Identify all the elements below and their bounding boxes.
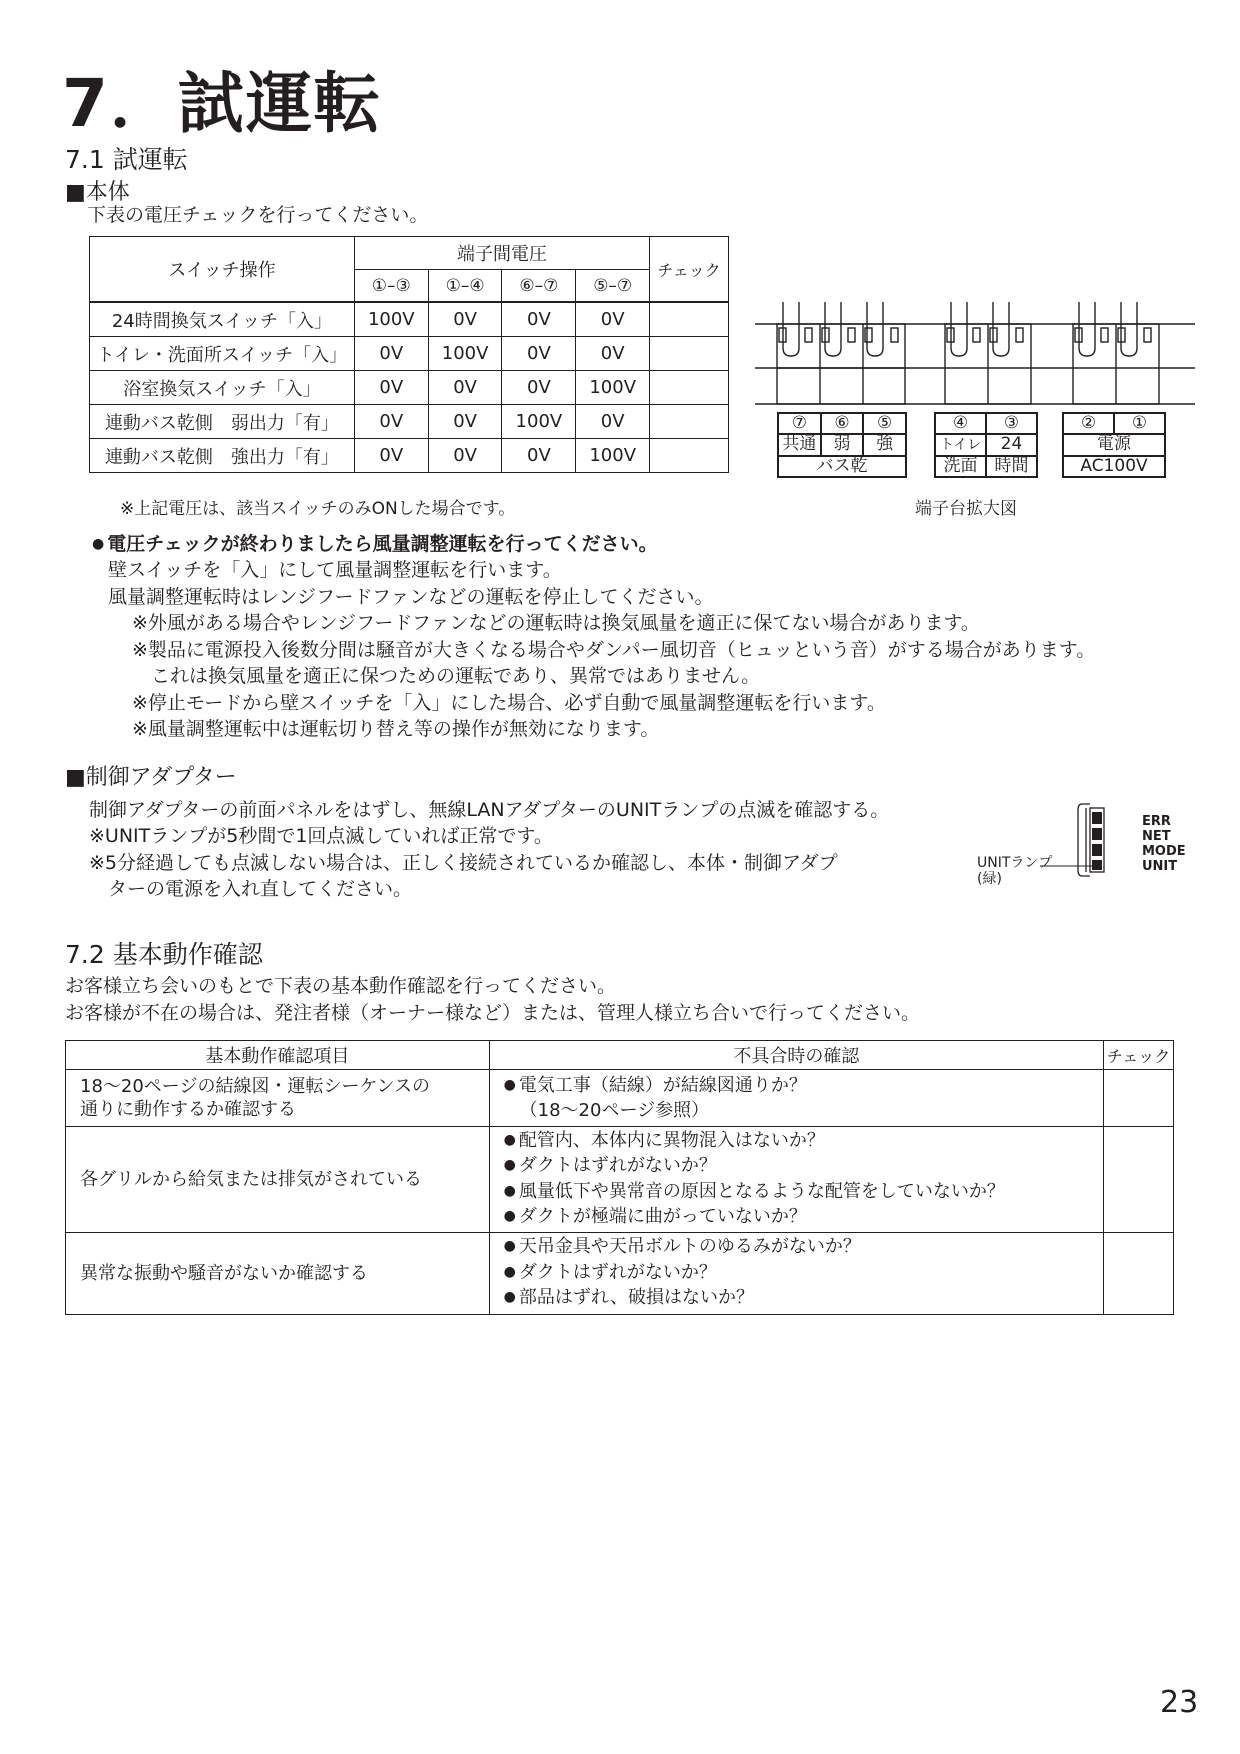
check-cell[interactable] [650, 405, 729, 439]
fault-check-line: ● 天吊金具や天吊ボルトのゆるみがないか？ [504, 1235, 1089, 1261]
voltage-cell: 0V [428, 371, 502, 405]
terminal-block-toilet-24h [934, 412, 1038, 478]
table-row [90, 371, 729, 405]
voltage-cell: 0V [354, 405, 428, 439]
table-row [66, 1127, 1174, 1233]
fault-check-line: ● 部品はずれ、破損はないか？ [504, 1286, 1089, 1312]
check-cell[interactable] [1104, 1127, 1174, 1233]
check-cell[interactable] [1104, 1070, 1174, 1127]
terminal-diagram-caption: 端子台拡大図 [915, 499, 1017, 519]
header-fault-check: 不具合時の確認 [489, 1041, 1103, 1070]
terminal-label: 時間 [986, 456, 1037, 477]
check-cell[interactable] [650, 337, 729, 371]
check-cell[interactable] [1104, 1233, 1174, 1315]
terminal-number: ④ [935, 413, 986, 434]
terminal-number: ② [1063, 413, 1114, 434]
check-cell[interactable] [650, 439, 729, 473]
led-label-err: ERR [1142, 814, 1171, 829]
adjust-note: ※製品に電源投入後数分間は騒音が大きくなる場合やダンパー風切音（ヒュッという音）がする場合があります。 [132, 639, 1096, 661]
adapter-line: ターの電源を入れ直してください。 [89, 878, 413, 900]
terminal-label: 電源 [1063, 434, 1165, 455]
fault-check-line: ● 風量低下や異常音の原因となるような配管をしていないか？ [504, 1180, 1089, 1206]
table-row [90, 302, 729, 337]
adjust-line: 壁スイッチを「入」にして風量調整運転を行います。 [108, 559, 562, 581]
header-check: チェック [1104, 1041, 1174, 1070]
unit-lamp-color: (緑) [977, 871, 1002, 887]
switch-cell: トイレ・洗面所スイッチ「入」 [90, 337, 355, 371]
voltage-intro: 下表の電圧チェックを行ってください。 [87, 204, 429, 226]
adjust-note: ※風量調整運転中は運転切り替え等の操作が無効になります。 [132, 718, 660, 740]
switch-cell: 24時間換気スイッチ「入」 [90, 302, 355, 337]
voltage-cell: 0V [502, 337, 576, 371]
fault-cell [489, 1233, 1103, 1315]
terminal-label: 洗面 [935, 456, 986, 477]
fault-check-line: ● 電気工事（結線）が結線図通りか？ [504, 1074, 1089, 1100]
terminal-number: ① [1114, 413, 1165, 434]
voltage-cell: 100V [576, 371, 650, 405]
voltage-cell: 0V [428, 439, 502, 473]
fault-cell [489, 1070, 1103, 1127]
voltage-cell: 0V [354, 439, 428, 473]
item-line: 異常な振動や騒音がないか確認する [80, 1262, 368, 1284]
section-71-title: 7.1 試運転 [65, 145, 188, 174]
terminal-label: 弱 [821, 434, 864, 455]
adjust-line: 風量調整運転時はレンジフードファンなどの運転を停止してください。 [108, 586, 714, 608]
fault-check-line: ● ダクトはずれがないか？ [504, 1154, 1089, 1180]
voltage-note: ※上記電圧は、該当スイッチのみONした場合です。 [120, 499, 516, 519]
section-72-intro: お客様立ち会いのもとで下表の基本動作確認を行ってください。 [65, 975, 617, 997]
pair-label: ⑥–⑦ [502, 270, 576, 303]
item-line: 通りに動作するか確認する [80, 1099, 296, 1120]
voltage-cell: 0V [502, 439, 576, 473]
voltage-cell: 100V [502, 405, 576, 439]
terminal-number: ③ [986, 413, 1037, 434]
terminal-block-illustration [755, 298, 1195, 408]
terminal-label: 24 [986, 434, 1037, 455]
voltage-cell: 0V [576, 337, 650, 371]
switch-header: スイッチ操作 [90, 237, 355, 303]
table-row [66, 1070, 1174, 1127]
voltage-table [89, 236, 729, 473]
table-row [66, 1233, 1174, 1315]
item-cell [66, 1070, 490, 1127]
pair-label: ①–④ [428, 270, 502, 303]
voltage-cell: 100V [428, 337, 502, 371]
terminal-label: AC100V [1063, 456, 1165, 477]
voltage-cell: 0V [354, 337, 428, 371]
switch-cell: 連動バス乾側 弱出力「有」 [90, 405, 355, 439]
item-cell [66, 1127, 490, 1233]
fault-check-line: ● 配管内、本体内に異物混入はないか？ [504, 1129, 1089, 1155]
led-label-mode: MODE [1142, 844, 1186, 859]
terminal-group-label: バス乾 [778, 456, 906, 477]
adapter-line: ※5分経過しても点滅しない場合は、正しく接続されているか確認し、本体・制御アダプ [89, 852, 838, 874]
voltage-cell: 0V [576, 302, 650, 337]
terminal-label: 強 [863, 434, 906, 455]
check-header: チェック [650, 237, 729, 303]
page-title: 7．試運転 [62, 65, 382, 142]
table-row [90, 337, 729, 371]
fault-check-line: ● ダクトが極端に曲がっていないか？ [504, 1205, 1089, 1231]
terminal-block-power [1062, 412, 1166, 478]
adjust-note: ※停止モードから壁スイッチを「入」にした場合、必ず自動で風量調整運転を行います。 [132, 692, 886, 714]
terminal-number: ⑦ [778, 413, 821, 434]
check-cell[interactable] [650, 302, 729, 337]
item-line: 各グリルから給気または排気がされている [80, 1168, 422, 1190]
pair-label: ①–③ [354, 270, 428, 303]
voltage-cell: 0V [428, 302, 502, 337]
voltage-cell: 0V [576, 405, 650, 439]
fault-cell [489, 1127, 1103, 1233]
voltage-cell: 0V [428, 405, 502, 439]
voltage-cell: 100V [576, 439, 650, 473]
check-cell[interactable] [650, 371, 729, 405]
page-number: 23 [1160, 1685, 1199, 1720]
voltage-header: 端子間電圧 [354, 237, 649, 270]
table-row [90, 439, 729, 473]
adapter-line: 制御アダプターの前面パネルをはずし、無線LANアダプターのUNITランプの点滅を確認する。 [89, 799, 890, 821]
switch-cell: 浴室換気スイッチ「入」 [90, 371, 355, 405]
adapter-led-panel-illustration [1040, 800, 1140, 880]
led-label-unit: UNIT [1142, 859, 1178, 874]
adapter-heading: ■制御アダプター [65, 765, 237, 790]
terminal-label: トイレ [935, 434, 986, 455]
adapter-line: ※UNITランプが5秒間で1回点滅していれば正常です。 [89, 825, 553, 847]
adjust-note: これは換気風量を適正に保つための運転であり、異常ではありません。 [132, 665, 761, 687]
switch-cell: 連動バス乾側 強出力「有」 [90, 439, 355, 473]
terminal-label: 共通 [778, 434, 821, 455]
body-heading: ■本体 [65, 180, 130, 205]
terminal-block-bath-dryer [777, 412, 907, 478]
unit-lamp-label: UNITランプ [977, 855, 1053, 871]
fault-check-line: （18～20ページ参照） [519, 1100, 710, 1121]
led-label-net: NET [1142, 829, 1171, 844]
item-line: 18～20ページの結線図・運転シーケンスの [80, 1075, 431, 1097]
voltage-cell: 0V [354, 371, 428, 405]
fault-check-line: ● ダクトはずれがないか？ [504, 1261, 1089, 1287]
terminal-number: ⑤ [863, 413, 906, 434]
voltage-cell: 0V [502, 302, 576, 337]
pair-label: ⑤–⑦ [576, 270, 650, 303]
section-72-title: 7.2 基本動作確認 [65, 940, 263, 969]
item-cell [66, 1233, 490, 1315]
adjust-lead: ● 電圧チェックが終わりましたら風量調整運転を行ってください。 [92, 531, 658, 560]
voltage-cell: 0V [502, 371, 576, 405]
basic-operation-table [65, 1040, 1174, 1315]
voltage-cell: 100V [354, 302, 428, 337]
adjust-note: ※外風がある場合やレンジフードファンなどの運転時は換気風量を適正に保てない場合があります。 [132, 612, 980, 634]
terminal-number: ⑥ [821, 413, 864, 434]
header-item: 基本動作確認項目 [66, 1041, 490, 1070]
section-72-intro: お客様が不在の場合は、発注者様（オーナー様など）または、管理人様立ち合いで行ってください。 [65, 1002, 921, 1024]
table-row [90, 405, 729, 439]
